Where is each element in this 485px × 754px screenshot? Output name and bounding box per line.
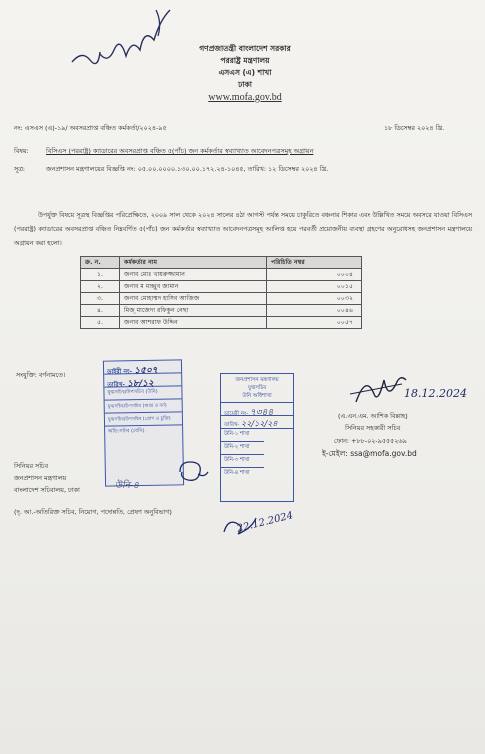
officers-table [80, 256, 362, 329]
table-row [81, 281, 362, 293]
source-text: জনপ্রশাসন মন্ত্রণালয়ের বিজ্ঞপ্তি নং: ০৫.০০.০০০০.১৩০.০০.১৭২.২৪-১০৪৫, তারিখ: ১২ ডিসেম্বর ২০২৪ খ্রি. [46, 165, 329, 173]
recipient-title: সিনিয়র সচিব [14, 462, 49, 470]
handwritten-circle-mark [170, 458, 210, 486]
stamp-row: যুগ্মসচিব/উপসচিব (প্রোগ ও চুক্তি) [105, 412, 182, 426]
wing-branch: উনি-১ শাখা [221, 429, 264, 442]
table-row [81, 317, 362, 329]
header-section: এসএস (এ) শাখা [218, 68, 272, 77]
cell-name: মিজ্ মাজেদা রফিকুন নেছা [120, 305, 267, 317]
recipient-address: বাংলাদেশ সচিবালয়, ঢাকা [14, 486, 80, 494]
source-label: সূত্র: [14, 165, 26, 173]
table-row [81, 305, 362, 317]
stamp-row: যুগ্মসচিব/উপসচিব (উনি) [104, 386, 181, 400]
col-header-id: পরিচিতি নম্বর [267, 257, 362, 269]
cell-id: ০০৩২ [267, 293, 362, 305]
table-row [81, 293, 362, 305]
signatory-phone: ফোন: +৮৮-০২-৯৫৫৫২৬৯ [334, 437, 407, 445]
cell-serial: ৫. [81, 317, 120, 329]
wing-date-label: তারিখ- [224, 422, 240, 428]
stamp-diary-value: ১৫০৭ [134, 365, 158, 377]
wing-title-line: উনি অধিশাখা [242, 393, 272, 399]
wing-date-value: ২২/১২/২৪ [241, 419, 278, 428]
table-row [81, 269, 362, 281]
cell-name: জনাব ম মাহ্বুব জামান [120, 281, 267, 293]
stamp-diary-row [104, 360, 181, 377]
cell-name: জনাব মোহাম্মদ হাসিব আজিজ [120, 293, 267, 305]
subject-label: বিষয়: [14, 147, 29, 155]
wing-diary-value: ৭৩৪৪ [249, 408, 274, 418]
cell-serial: ১. [81, 269, 120, 281]
col-header-serial: ক্র. ন. [81, 257, 120, 269]
header-city: ঢাকা [238, 80, 252, 89]
table-header-row [81, 257, 362, 269]
stamp-row: অতি:সচিব (বেসি) [108, 427, 145, 435]
stamp-date-label: তারিখ- [107, 381, 126, 389]
cell-id: ০০৫৭ [267, 317, 362, 329]
recipient-ministry: জনপ্রশাসন মন্ত্রণালয় [14, 474, 67, 482]
cell-serial: ৪. [81, 305, 120, 317]
handwritten-branch-mark: উনি-৪ [115, 481, 139, 491]
wing-title-line: জনপ্রশাসন মন্ত্রণালয় [235, 377, 279, 383]
enclosure-text: সংযুক্তি: বর্ণনামতে। [16, 371, 66, 379]
cell-id: ০০১৫ [267, 281, 362, 293]
memo-date: ১৮ ডিসেম্বর ২০২৪ খ্রি. [384, 124, 445, 132]
wing-branch: উনি-৩ শাখা [221, 455, 264, 468]
wing-stamp-title [221, 374, 293, 403]
header-ministry: পররাষ্ট্র মন্ত্রণালয় [220, 56, 270, 65]
cell-serial: ২. [81, 281, 120, 293]
stamp-diary-label: ডাইরী নং- [107, 368, 133, 376]
officer-signature-graphic [348, 372, 408, 410]
cell-id: ০০০৪ [267, 269, 362, 281]
handwritten-date-bottom: 22.12.2024 [236, 510, 295, 535]
wing-diary-label: ডায়েরী নং- [224, 411, 249, 417]
cell-id: ০০৪৬ [267, 305, 362, 317]
stamp-row: যুগ্মসচিব/উপসচিব (আগ্র ও বর্ন) [105, 399, 182, 413]
signatory-designation: সিনিয়র সহকারী সচিব [345, 424, 401, 432]
cell-serial: ৩. [81, 293, 120, 305]
signature-date: 18.12.2024 [404, 387, 467, 400]
signatory-name: (এ.এন.এম. আশিক বিল্লাহ) [338, 412, 408, 420]
subject-text: বিসিএস (পররাষ্ট্র) ক্যাডারের অবসরপ্রাপ্ত বঞ্চিত ৫(পাঁচ) জন কর্মকর্তার স্বব্যাখ্যাত আবেদনপত্রসমূহ অগ্রায়ন [46, 147, 314, 155]
header-govt: গণপ্রজাতন্ত্রী বাংলাদেশ সরকার [199, 44, 291, 53]
header-website-link[interactable]: www.mofa.gov.bd [208, 92, 282, 103]
cell-name: জনাব মোঃ খায়রুজ্জামান [120, 269, 267, 281]
body-paragraph: উপর্যুক্ত বিষয়ে সূত্রস্থ বিজ্ঞপ্তির পরিপ্রেক্ষিতে, ২০০৯ সাল থেকে ২০২৪ সালের ৪ঠা আগস্ট পর্যন্ত সময়ে চাকুরিতে বঞ্চনার শিকার এবং উল্লিখিত সময়ে অবসরে যাওয়া বিসিএস (পররাষ্ট্র) ক্যাডারের অবসরপ্রাপ্ত বঞ্চিত নিম্নবর্ণিত ৫(পাঁচ) জন কর্মকর্তার স্বব্যাখ্যাত আবেদনপত্রসমূহ আলিপ্ত হয়ে পরবর্তী প্রয়োজনীয় ব্যবস্থা গ্রহণের অনুরোধসহ জনপ্রশাসন মন্ত্রণালয়ে অগ্রায়ন করা হলো। [14, 212, 472, 247]
wing-date-row [221, 416, 293, 429]
wing-stamp [220, 373, 294, 502]
stamp-date-row [104, 373, 181, 390]
cell-name: জনাব আশরাফ উদ্দিন [120, 317, 267, 329]
wing-branch: উনি-৪ শাখা [224, 470, 250, 476]
wing-diary-row [221, 403, 293, 416]
wing-branch: উনি-২ শাখা [221, 442, 264, 455]
col-header-name: কর্মকর্তার নাম [120, 257, 267, 269]
signatory-email: ই-মেইল: ssa@mofa.gov.bd [322, 449, 417, 458]
stamp-date-value: ১৮/১২ [127, 378, 154, 390]
copy-note: (দৃ. আ.-অতিরিক্ত সচিব, নিয়োগ, পদোন্নতি, প্রেষণ অনুবিভাগ) [14, 508, 172, 516]
memo-ref-number: নং: এসএস (এ)-১৯/ অবসরপ্রাপ্ত বঞ্চিত কর্মকর্তা/২০২৪-৯৫ [14, 124, 167, 132]
wing-title-line: যুগ্মসচিব [247, 385, 267, 391]
